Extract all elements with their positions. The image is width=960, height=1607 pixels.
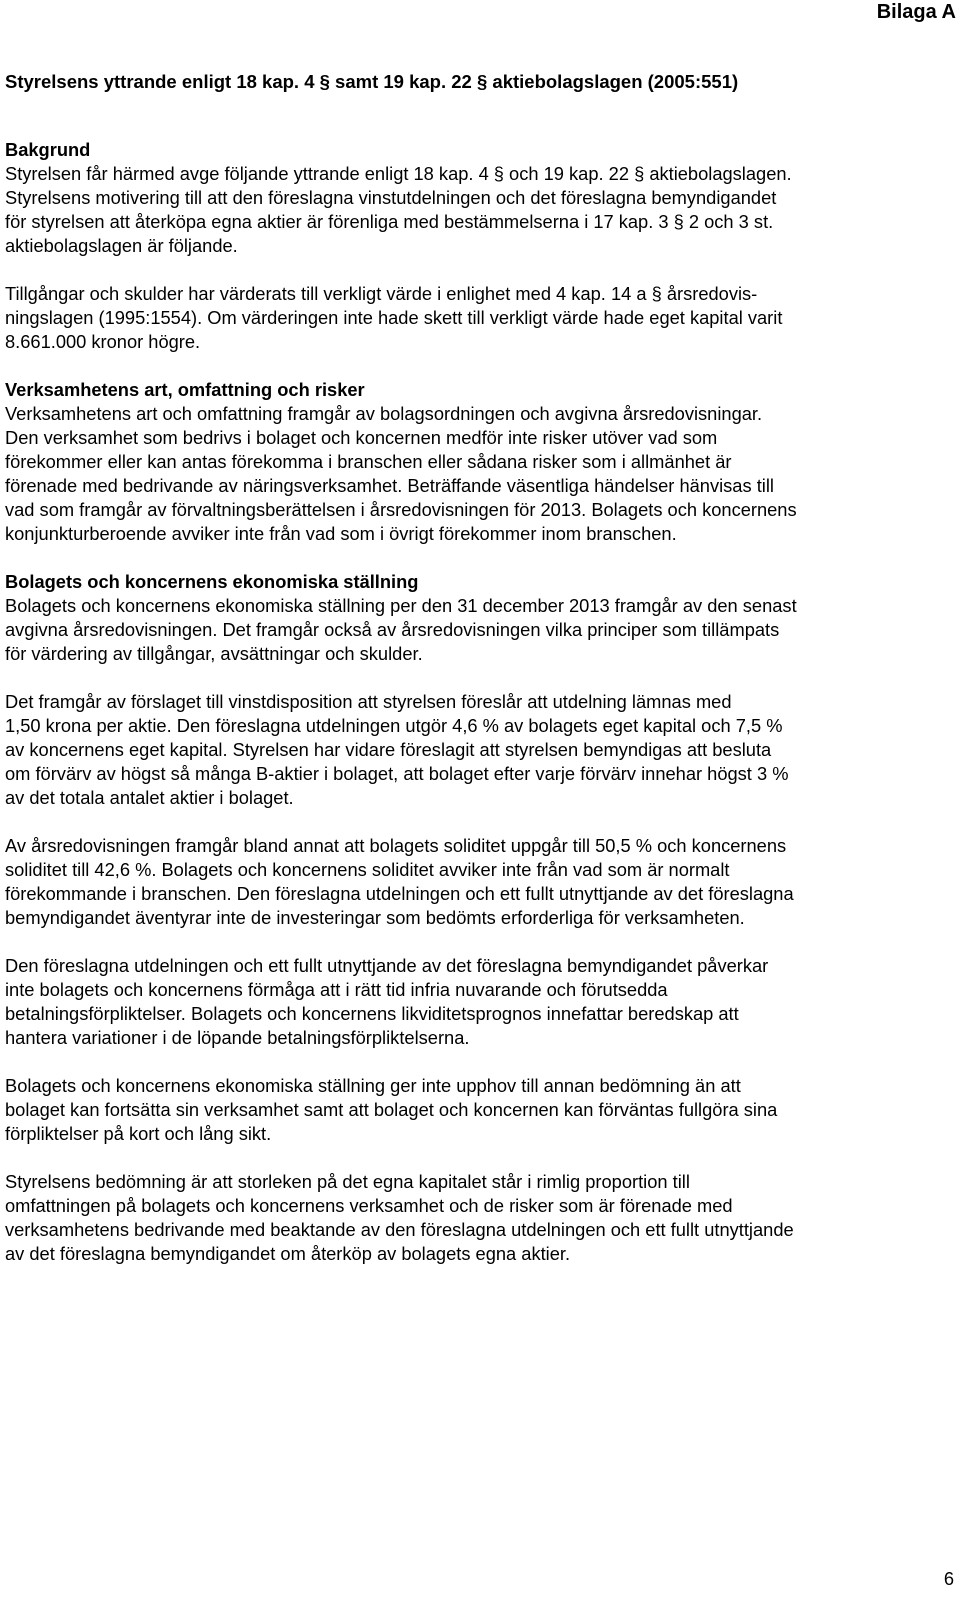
paragraph-line: Bolagets och koncernens ekonomiska ställning per den 31 december 2013 framgår av den senast bbox=[5, 595, 797, 616]
paragraph-line: bolaget kan fortsätta sin verksamhet samt att bolaget och koncernen kan förväntas fullgöra sina bbox=[5, 1099, 778, 1120]
paragraph-line: förekommer eller kan antas förekomma i branschen eller sådana risker som i allmänhet är bbox=[5, 451, 732, 472]
paragraph-line: omfattningen på bolagets och koncernens verksamhet och de risker som är förenade med bbox=[5, 1195, 733, 1216]
paragraph-line: Det framgår av förslaget till vinstdisposition att styrelsen föreslår att utdelning lämnas med bbox=[5, 691, 732, 712]
paragraph-valuation bbox=[5, 282, 953, 354]
paragraph-line: förpliktelser på kort och lång sikt. bbox=[5, 1123, 272, 1144]
document-body bbox=[5, 70, 953, 1266]
paragraph-line: förekommande i branschen. Den föreslagna utdelningen och ett fullt utnyttjande av det föreslagna bbox=[5, 883, 794, 904]
paragraph-line: av det totala antalet aktier i bolaget. bbox=[5, 787, 294, 808]
paragraph-line: bemyndigandet äventyrar inte de investeringar som bedömts erforderliga för verksamheten. bbox=[5, 907, 745, 928]
document-title: Styrelsens yttrande enligt 18 kap. 4 § samt 19 kap. 22 § aktiebolagslagen (2005:551) bbox=[5, 71, 739, 92]
paragraph-dividend-proposal bbox=[5, 690, 953, 810]
paragraph-line: för värdering av tillgångar, avsättningar och skulder. bbox=[5, 643, 423, 664]
paragraph-line: soliditet till 42,6 %. Bolagets och koncernens soliditet avviker inte från vad som är normalt bbox=[5, 859, 730, 880]
paragraph-line: Bolagets och koncernens ekonomiska ställning ger inte upphov till annan bedömning än att bbox=[5, 1075, 741, 1096]
paragraph-line: vad som framgår av förvaltningsberättelsen i årsredovisningen för 2013. Bolagets och koncernens bbox=[5, 499, 797, 520]
section-nature-scope-risks bbox=[5, 378, 953, 546]
paragraph-line: avgivna årsredovisningen. Det framgår också av årsredovisningen vilka principer som tillämpats bbox=[5, 619, 780, 640]
paragraph-line: Den verksamhet som bedrivs i bolaget och koncernen medför inte risker utöver vad som bbox=[5, 427, 718, 448]
paragraph-line: 8.661.000 kronor högre. bbox=[5, 331, 201, 352]
paragraph-line: verksamhetens bedrivande med beaktande av den föreslagna utdelningen och ett fullt utnyttjande bbox=[5, 1219, 794, 1240]
paragraph-line: hantera variationer i de löpande betalningsförpliktelserna. bbox=[5, 1027, 470, 1048]
paragraph-line: Styrelsen får härmed avge följande yttrande enligt 18 kap. 4 § och 19 kap. 22 § aktiebolagslagen. bbox=[5, 163, 792, 184]
paragraph-overall-assessment bbox=[5, 1074, 953, 1146]
paragraph-line: betalningsförpliktelser. Bolagets och koncernens likviditetsprognos innefattar beredskap att bbox=[5, 1003, 739, 1024]
section-financial-position bbox=[5, 570, 953, 666]
paragraph-line: Styrelsens bedömning är att storleken på det egna kapitalet står i rimlig proportion till bbox=[5, 1171, 690, 1192]
paragraph-line: förenade med bedrivande av näringsverksamhet. Beträffande väsentliga händelser hänvisas till bbox=[5, 475, 774, 496]
paragraph-liquidity bbox=[5, 954, 953, 1050]
section-background bbox=[5, 138, 953, 258]
paragraph-line: 1,50 krona per aktie. Den föreslagna utdelningen utgör 4,6 % av bolagets eget kapital och 7,5 % bbox=[5, 715, 783, 736]
paragraph-line: aktiebolagslagen är följande. bbox=[5, 235, 238, 256]
paragraph-board-assessment bbox=[5, 1170, 953, 1266]
paragraph-line: konjunkturberoende avviker inte från vad som i övrigt förekommer inom branschen. bbox=[5, 523, 677, 544]
paragraph-solidity bbox=[5, 834, 953, 930]
paragraph-line: inte bolagets och koncernens förmåga att i rätt tid infria nuvarande och förutsedda bbox=[5, 979, 668, 1000]
paragraph-line: Verksamhetens art och omfattning framgår av bolagsordningen och avgivna årsredovisningar. bbox=[5, 403, 763, 424]
page-number: 6 bbox=[943, 1568, 954, 1589]
paragraph-line: av koncernens eget kapital. Styrelsen har vidare föreslagit att styrelsen bemyndigas att besluta bbox=[5, 739, 772, 760]
paragraph-line: Tillgångar och skulder har värderats till verkligt värde i enlighet med 4 kap. 14 a § årsredovis- bbox=[5, 283, 758, 304]
paragraph-line: av det föreslagna bemyndigandet om återköp av bolagets egna aktier. bbox=[5, 1243, 571, 1264]
paragraph-line: Den föreslagna utdelningen och ett fullt utnyttjande av det föreslagna bemyndigandet påverkar bbox=[5, 955, 769, 976]
appendix-label: Bilaga A bbox=[876, 1, 956, 23]
paragraph-line: om förvärv av högst så många B-aktier i bolaget, att bolaget efter varje förvärv innehar högst 3 % bbox=[5, 763, 789, 784]
section-heading: Bakgrund bbox=[5, 139, 91, 160]
section-heading: Bolagets och koncernens ekonomiska ställning bbox=[5, 571, 419, 592]
paragraph-line: ningslagen (1995:1554). Om värderingen inte hade skett till verkligt värde hade eget kapital varit bbox=[5, 307, 783, 328]
paragraph-line: Av årsredovisningen framgår bland annat att bolagets soliditet uppgår till 50,5 % och koncernens bbox=[5, 835, 787, 856]
section-heading: Verksamhetens art, omfattning och risker bbox=[5, 379, 365, 400]
paragraph-line: för styrelsen att återköpa egna aktier är förenliga med bestämmelserna i 17 kap. 3 § 2 och 3 st. bbox=[5, 211, 774, 232]
paragraph-line: Styrelsens motivering till att den föreslagna vinstutdelningen och det föreslagna bemyndigandet bbox=[5, 187, 777, 208]
